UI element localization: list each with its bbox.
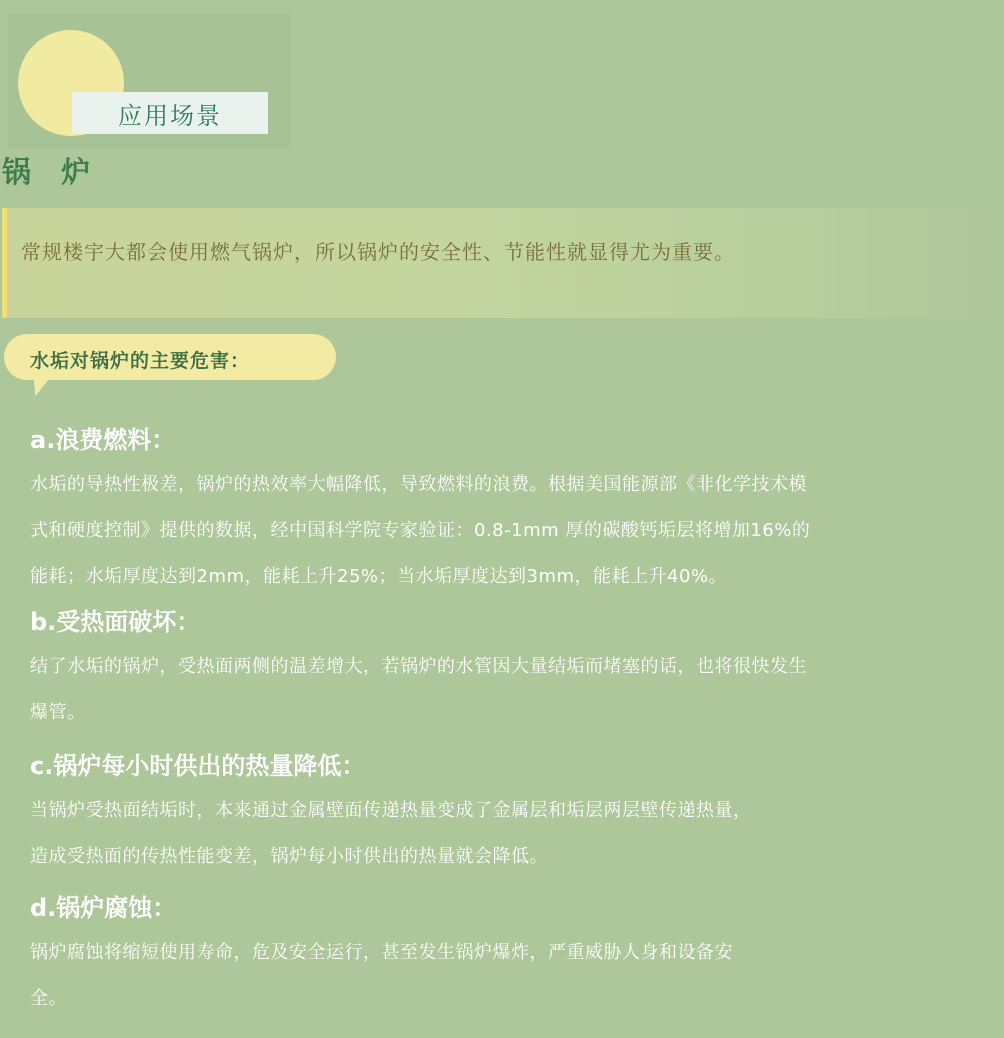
- page-title: 锅 炉: [2, 155, 101, 189]
- hazard-title-b: b.受热面破坏：: [30, 608, 201, 636]
- body-line: 能耗；水垢厚度达到2mm，能耗上升25%；当水垢厚度达到3mm，能耗上升40%。: [30, 566, 728, 587]
- section-tag-label: 应用场景: [118, 101, 222, 130]
- hazard-section-c: [30, 750, 978, 880]
- hazard-body-b: [30, 644, 978, 736]
- hazard-section-d: [30, 892, 978, 1022]
- body-line: 爆管。: [30, 702, 86, 723]
- body-line: 锅炉腐蚀将缩短使用寿命，危及安全运行，甚至发生锅炉爆炸，严重威胁人身和设备安: [30, 942, 733, 963]
- hazard-section-a: [30, 424, 978, 600]
- intro-text: 常规楼宇大都会使用燃气锅炉，所以锅炉的安全性、节能性就显得尤为重要。: [21, 240, 735, 264]
- section-tag: [72, 92, 268, 134]
- hazard-section-b: [30, 606, 978, 736]
- hazard-body-a: [30, 462, 978, 600]
- body-line: 式和硬度控制》提供的数据，经中国科学院专家验证：0.8-1mm 厚的碳酸钙垢层将增加16%的: [30, 520, 811, 541]
- hazard-body-d: [30, 930, 978, 1022]
- hazard-title-c: c.锅炉每小时供出的热量降低：: [30, 752, 366, 780]
- body-line: 结了水垢的锅炉，受热面两侧的温差增大，若锅炉的水管因大量结垢而堵塞的话，也将很快发生: [30, 656, 807, 677]
- hazard-title-a: a.浪费燃料：: [30, 426, 176, 454]
- hazard-title-d: d.锅炉腐蚀：: [30, 894, 177, 922]
- intro-box: [2, 208, 1002, 318]
- hazards-heading: 水垢对锅炉的主要危害：: [30, 350, 251, 372]
- body-line: 当锅炉受热面结垢时，本来通过金属壁面传递热量变成了金属层和垢层两层壁传递热量，: [30, 800, 752, 821]
- body-line: 全。: [30, 988, 67, 1009]
- hazard-body-c: [30, 788, 978, 880]
- body-line: 造成受热面的传热性能变差，锅炉每小时供出的热量就会降低。: [30, 846, 548, 867]
- body-line: 水垢的导热性极差，锅炉的热效率大幅降低，导致燃料的浪费。根据美国能源部《非化学技术模: [30, 474, 807, 495]
